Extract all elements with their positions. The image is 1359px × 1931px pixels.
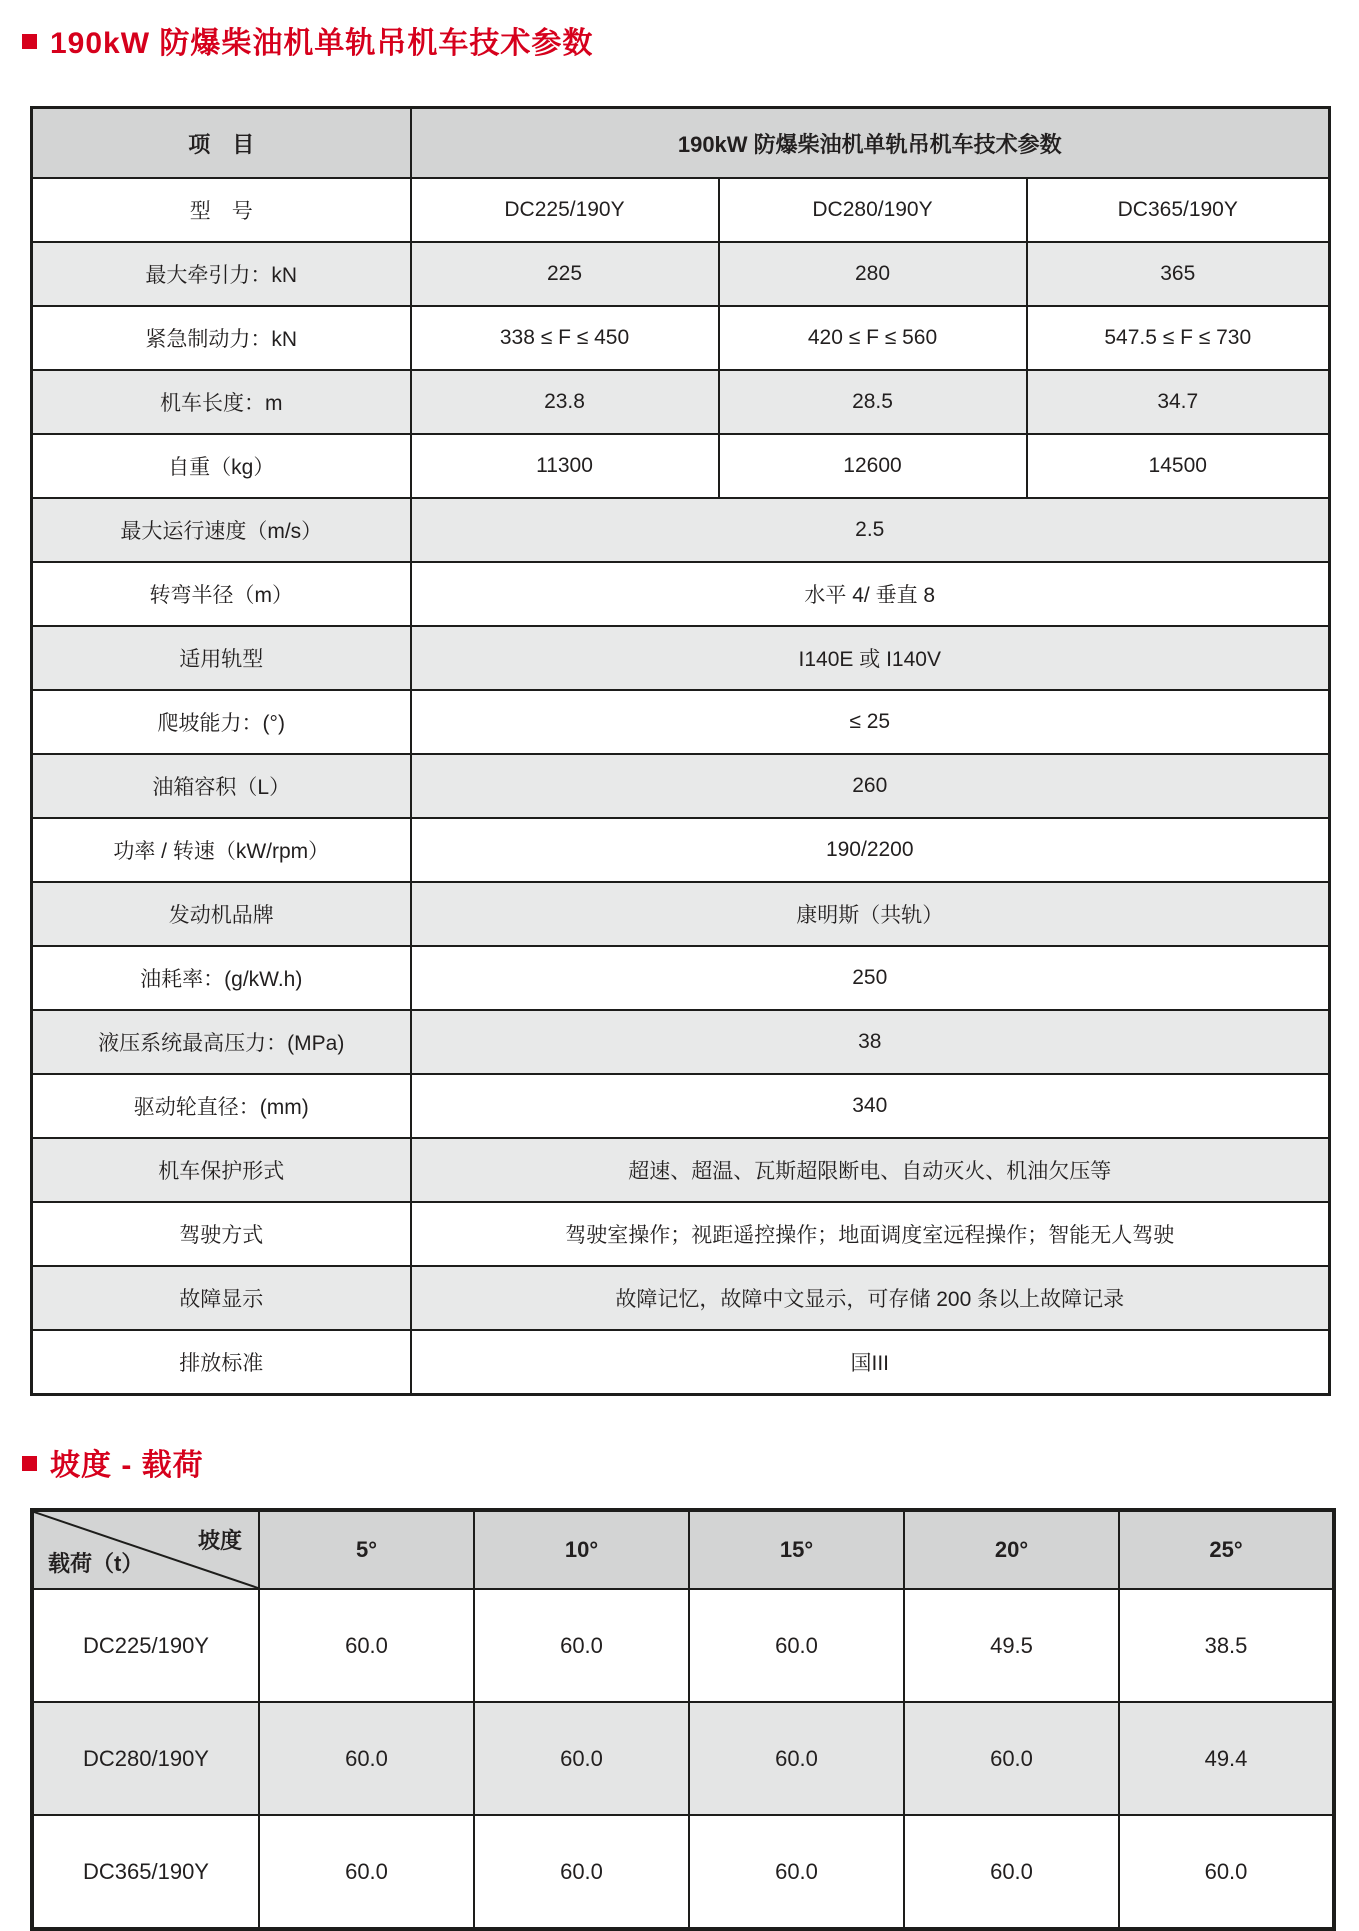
table-row xyxy=(32,1330,1330,1395)
row-value: 190/2200 xyxy=(411,818,1330,882)
row-label: 爬坡能力：(°) xyxy=(32,690,411,754)
load-value: 60.0 xyxy=(689,1589,904,1702)
row-value: 故障记忆，故障中文显示，可存储 200 条以上故障记录 xyxy=(411,1266,1330,1330)
row-value: 38 xyxy=(411,1010,1330,1074)
section1-title-text: 190kW 防爆柴油机单轨吊机车技术参数 xyxy=(50,27,594,60)
load-value: 38.5 xyxy=(1119,1589,1334,1702)
row-value: 国III xyxy=(411,1330,1330,1395)
corner-slope-label: 坡度 xyxy=(197,1528,242,1553)
row-value: 547.5 ≤ F ≤ 730 xyxy=(1027,306,1330,370)
row-value: 12600 xyxy=(719,434,1027,498)
table-row xyxy=(32,434,1330,498)
row-value: DC365/190Y xyxy=(1027,178,1330,242)
slope-load-table xyxy=(30,1508,1336,1931)
row-label: 驱动轮直径：(mm) xyxy=(32,1074,411,1138)
column-header: 25° xyxy=(1119,1510,1334,1589)
table-row xyxy=(32,1010,1330,1074)
load-value: 60.0 xyxy=(474,1702,689,1815)
row-value: DC280/190Y xyxy=(719,178,1027,242)
table-row xyxy=(32,754,1330,818)
table-row xyxy=(32,1074,1330,1138)
row-label: 排放标准 xyxy=(32,1330,411,1395)
table-row xyxy=(32,1815,1334,1929)
table-row xyxy=(32,1202,1330,1266)
column-header: 5° xyxy=(259,1510,474,1589)
table-row xyxy=(32,818,1330,882)
load-value: 60.0 xyxy=(1119,1815,1334,1929)
load-value: 49.5 xyxy=(904,1589,1119,1702)
row-value: 水平 4/ 垂直 8 xyxy=(411,562,1330,626)
table-row xyxy=(32,946,1330,1010)
load-value: 60.0 xyxy=(474,1815,689,1929)
row-value: 28.5 xyxy=(719,370,1027,434)
model-label: DC280/190Y xyxy=(32,1702,259,1815)
row-value: 250 xyxy=(411,946,1330,1010)
row-value: I140E 或 I140V xyxy=(411,626,1330,690)
table-row xyxy=(32,626,1330,690)
table-row xyxy=(32,1266,1330,1330)
row-label: 功率 / 转速（kW/rpm） xyxy=(32,818,411,882)
table-row xyxy=(32,1702,1334,1815)
row-value: 260 xyxy=(411,754,1330,818)
load-value: 60.0 xyxy=(689,1815,904,1929)
section2-title xyxy=(22,1396,1359,1484)
table-row xyxy=(32,178,1330,242)
row-label: 紧急制动力：kN xyxy=(32,306,411,370)
row-value: 14500 xyxy=(1027,434,1330,498)
table-row xyxy=(32,562,1330,626)
red-square-bullet-icon xyxy=(22,34,37,49)
row-value: 康明斯（共轨） xyxy=(411,882,1330,946)
row-value: 340 xyxy=(411,1074,1330,1138)
spec-table xyxy=(30,106,1331,1396)
model-label: DC365/190Y xyxy=(32,1815,259,1929)
table-row xyxy=(32,370,1330,434)
load-value: 49.4 xyxy=(1119,1702,1334,1815)
row-label: 转弯半径（m） xyxy=(32,562,411,626)
row-label: 发动机品牌 xyxy=(32,882,411,946)
row-label: 型 号 xyxy=(32,178,411,242)
row-value: 338 ≤ F ≤ 450 xyxy=(411,306,719,370)
table-row xyxy=(32,1589,1334,1702)
row-label: 液压系统最高压力：(MPa) xyxy=(32,1010,411,1074)
table-row xyxy=(32,242,1330,306)
row-label: 最大牵引力：kN xyxy=(32,242,411,306)
load-value: 60.0 xyxy=(259,1702,474,1815)
column-header: 20° xyxy=(904,1510,1119,1589)
red-square-bullet-icon xyxy=(22,1456,37,1471)
row-value: ≤ 25 xyxy=(411,690,1330,754)
row-label: 油耗率：(g/kW.h) xyxy=(32,946,411,1010)
row-value: 驾驶室操作；视距遥控操作；地面调度室远程操作；智能无人驾驶 xyxy=(411,1202,1330,1266)
column-header: 15° xyxy=(689,1510,904,1589)
row-value: DC225/190Y xyxy=(411,178,719,242)
row-label: 机车保护形式 xyxy=(32,1138,411,1202)
slope-load-header-row xyxy=(32,1510,1334,1589)
row-value: 11300 xyxy=(411,434,719,498)
table-row xyxy=(32,690,1330,754)
column-header: 10° xyxy=(474,1510,689,1589)
load-value: 60.0 xyxy=(474,1589,689,1702)
load-value: 60.0 xyxy=(689,1702,904,1815)
row-label: 机车长度：m xyxy=(32,370,411,434)
spec-table-header-row xyxy=(32,108,1330,179)
load-value: 60.0 xyxy=(259,1815,474,1929)
row-value: 23.8 xyxy=(411,370,719,434)
section2-title-text: 坡度 - 载荷 xyxy=(50,1449,204,1482)
row-value: 420 ≤ F ≤ 560 xyxy=(719,306,1027,370)
table-row xyxy=(32,882,1330,946)
row-label: 油箱容积（L） xyxy=(32,754,411,818)
section1-title xyxy=(22,0,1359,62)
row-value: 34.7 xyxy=(1027,370,1330,434)
header-params-cell: 190kW 防爆柴油机单轨吊机车技术参数 xyxy=(411,108,1330,179)
table-row xyxy=(32,498,1330,562)
row-value: 2.5 xyxy=(411,498,1330,562)
header-item-cell: 项 目 xyxy=(32,108,411,179)
row-label: 故障显示 xyxy=(32,1266,411,1330)
row-value: 225 xyxy=(411,242,719,306)
row-label: 适用轨型 xyxy=(32,626,411,690)
diagonal-corner-cell xyxy=(32,1510,259,1589)
row-label: 驾驶方式 xyxy=(32,1202,411,1266)
row-label: 自重（kg） xyxy=(32,434,411,498)
load-value: 60.0 xyxy=(904,1815,1119,1929)
row-value: 超速、超温、瓦斯超限断电、自动灭火、机油欠压等 xyxy=(411,1138,1330,1202)
table-row xyxy=(32,1138,1330,1202)
row-value: 365 xyxy=(1027,242,1330,306)
load-value: 60.0 xyxy=(904,1702,1119,1815)
model-label: DC225/190Y xyxy=(32,1589,259,1702)
table-row xyxy=(32,306,1330,370)
row-label: 最大运行速度（m/s） xyxy=(32,498,411,562)
load-value: 60.0 xyxy=(259,1589,474,1702)
corner-load-label: 载荷（t） xyxy=(48,1551,144,1576)
row-value: 280 xyxy=(719,242,1027,306)
